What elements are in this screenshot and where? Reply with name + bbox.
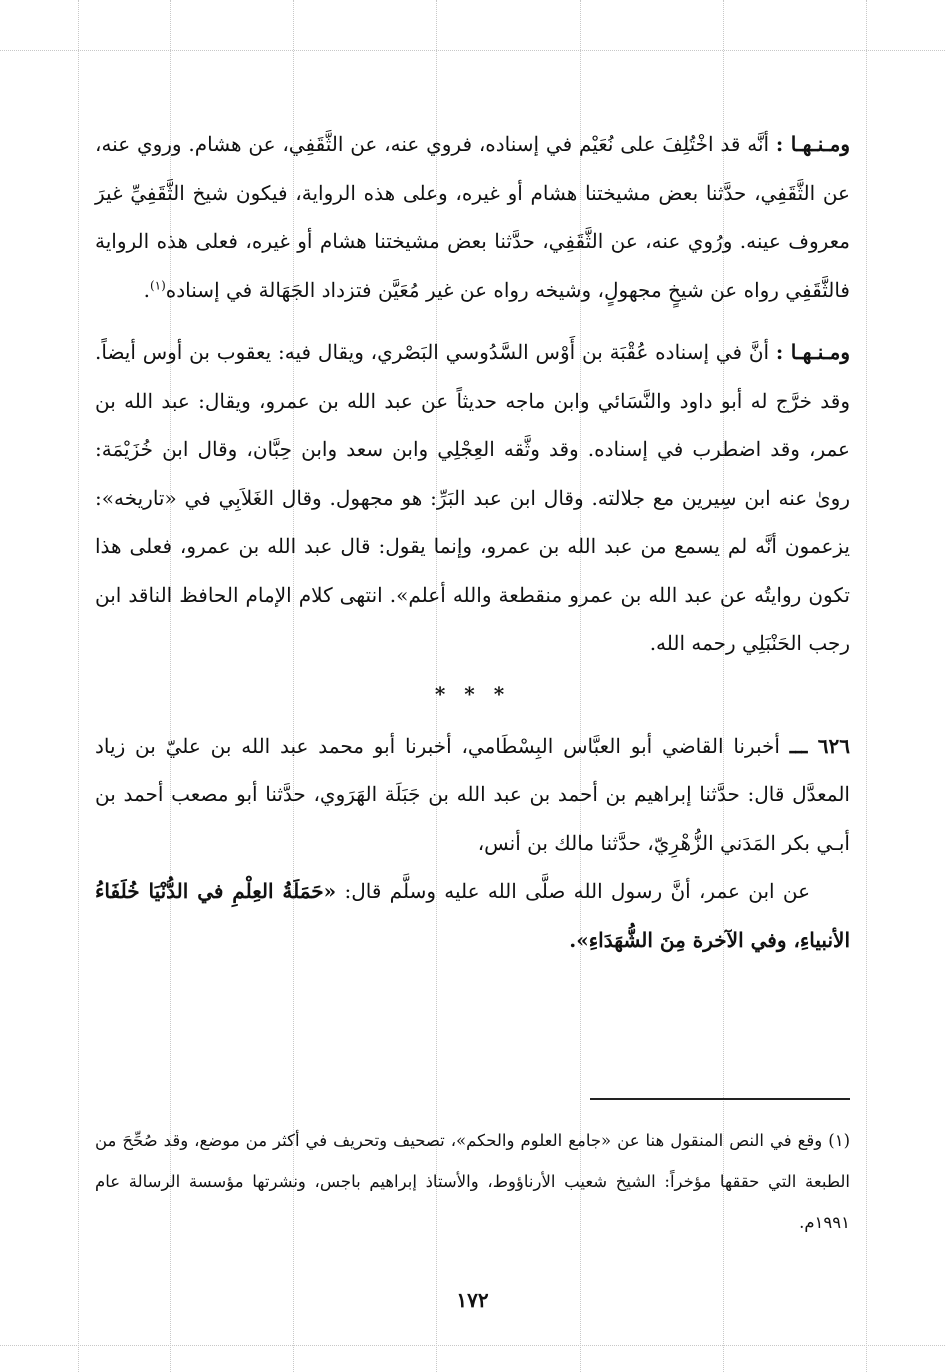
paragraph-lead: ومـنـهـا : [775, 340, 850, 364]
scan-gridline [0, 1345, 945, 1346]
paragraph-text: أنَّه قد اخْتُلِفَ على نُعَيْم في إسناده، فروي عنه، عن الثَّقَفِي، عن هشام. وروي عنه، عن الثَّقَفِي، حدَّثنا بعض مشيختنا هشام أو غيره، وعلى هذه الرواية، فيكون شيخ الثَّقَفِيِّ غيرَ معروف عينه. ورُوي عنه، عن الثَّقَفِي، حدَّثنا بعض مشيختنا هشام أو غيره، فعلى هذه الرواية فالثَّقَفِي رواه عن شيخٍ مجهولٍ، وشيخه رواه عن غير مُعَيَّن فتزداد الجَهَالة في إسناده [95, 132, 850, 302]
footnote-item [95, 1120, 850, 1243]
hadith-isnad [95, 722, 850, 868]
hadith-matn-text: «حَمَلَةُ العِلْمِ في الدُّنْيَا خُلَفَاءُ الأنبياءِ، وفي الآخرة مِنَ الشُّهَدَاءِ». [95, 879, 850, 952]
scan-gridline [866, 0, 867, 1372]
paragraph-lead: ومـنـهـا : [775, 132, 850, 156]
footnote-reference[interactable]: (١) [149, 277, 166, 292]
footnotes [95, 1120, 850, 1243]
scan-gridline [78, 0, 79, 1372]
footnote-divider [590, 1098, 850, 1100]
paragraph-text: أنَّ في إسناده عُقْبَة بن أَوْس السَّدُوسي البَصْري، ويقال فيه: يعقوب بن أوس أيضاً. وقد خرَّج له أبو داود والنَّسَائي وابن ماجه حديثاً عن عبد الله بن عمرو، ويقال: عبد الله بن عمر، وقد اضطرب في إسناده. وقد وثَّقه العِجْلِي وابن سعد وابن حِبَّان، وقال ابن خُزَيْمَة: روىٰ عنه ابن سِيرين مع جلالته. وقال ابن عبد البَرِّ: هو مجهول. وقال الغَلاَبِي في «تاريخه»: يزعمون أنَّه لم يسمع من عبد الله بن عمرو، وإنما يقول: قال عبد الله بن عمرو، فعلى هذا تكون روايتُه عن عبد الله بن عمرو منقطعة والله أعلم». انتهى كلام الإمام الحافظ الناقد ابن رجب الحَنْبَلِي رحمه الله. [95, 340, 850, 655]
page-number: ١٧٢ [456, 1288, 489, 1312]
paragraph-2 [95, 328, 850, 668]
footnote-text: وقع في النص المنقول هنا عن «جامع العلوم والحكم»، تصحيف وتحريف في أكثر من موضع، وقد صُحِّحَ من الطبعة التي حققها مؤخراً: الشيخ شعيب الأرناؤوط، والأستاذ إبراهيم باجس، ونشرتها مؤسسة الرسالة عام ١٩٩١م. [95, 1131, 850, 1232]
paragraph-end: . [143, 277, 150, 302]
scan-gridline [0, 50, 945, 51]
hadith-matn [95, 867, 850, 964]
hadith-matn-intro: عن ابن عمر، أنَّ رسول الله صلَّى الله عليه وسلَّم قال: [344, 879, 811, 903]
footnote-marker: (١) [828, 1131, 850, 1150]
paragraph-1 [95, 120, 850, 314]
page-body [95, 120, 850, 964]
section-separator: * * * [434, 681, 511, 706]
hadith-isnad-text: أخبرنا القاضي أبو العبَّاس البِسْطَامي، أخبرنا أبو محمد عبد الله بن عليّ بن زياد المعدَّل قال: حدَّثنا إبراهيم بن أحمد بن عبد الله بن جَبَلَة الهَرَوي، حدَّثنا أبو مصعب أحمد بن أبـي بكر المَدَني الزُّهْرِيّ، حدَّثنا مالك بن أنس، [95, 733, 850, 855]
hadith-number: ٦٢٦ ـــ [789, 733, 850, 758]
